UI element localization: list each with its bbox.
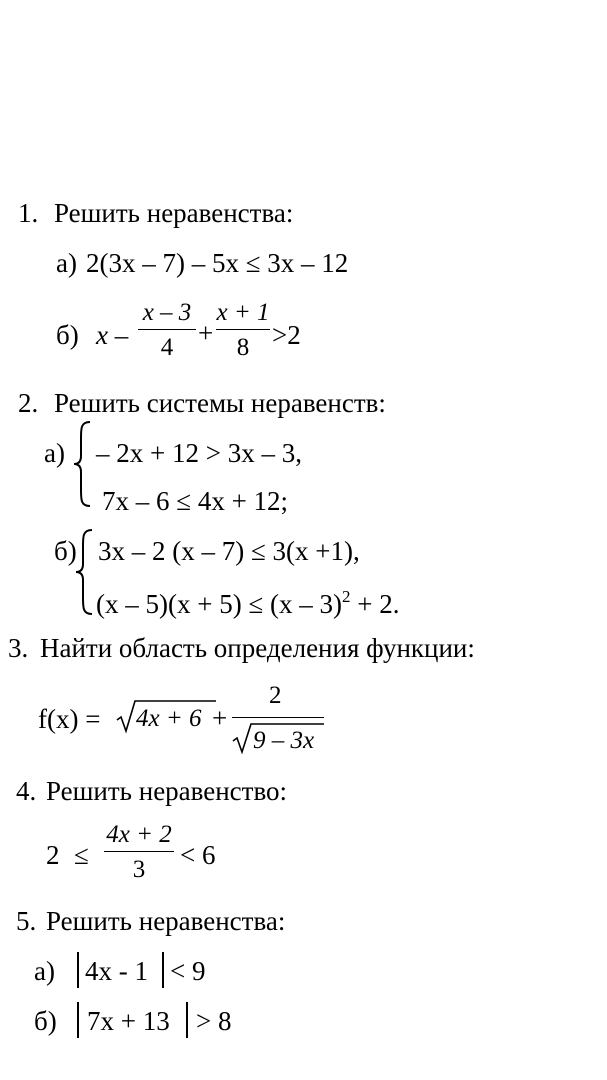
fraction-denominator: 8 — [236, 334, 250, 362]
task-2b-line-2-main: (x – 5)(x + 5) ≤ (x – 3) — [96, 589, 342, 619]
task-5b-abs-left-bar — [77, 1002, 79, 1038]
task-4-title: Решить неравенство: — [46, 776, 288, 806]
task-1b-rhs: >2 — [272, 320, 301, 350]
task-4-fraction — [104, 822, 174, 882]
task-5a-abs-left-bar — [77, 952, 79, 988]
task-4-left: 2 — [46, 840, 60, 870]
task-5b-rhs: > 8 — [196, 1006, 232, 1036]
task-3-sqrt-2-radicand: 9 – 3x — [253, 727, 315, 754]
fraction-bar — [104, 851, 174, 852]
fraction-bar — [216, 329, 270, 330]
task-5-title: Решить неравенства: — [46, 906, 286, 936]
task-3-plus: + — [212, 703, 228, 733]
task-2b-brace-icon — [74, 528, 94, 616]
task-2b-line-1: 3x – 2 (x – 7) ≤ 3(x +1), — [98, 536, 360, 566]
task-1-number: 1. — [18, 198, 39, 228]
task-4-rel-2: < 6 — [180, 840, 216, 870]
task-1b-label: б) — [56, 320, 79, 350]
task-5b-abs-right-bar — [186, 1002, 188, 1038]
task-3-number: 3. — [8, 633, 29, 663]
fraction-denominator: 3 — [132, 856, 146, 884]
fraction-numerator: x – 3 — [142, 299, 192, 326]
task-2a-line-1: – 2x + 12 > 3x – 3, — [96, 438, 302, 468]
fraction-numerator: x + 1 — [216, 299, 270, 326]
task-1-title: Решить неравенства: — [54, 198, 294, 228]
task-5a-rhs: < 9 — [170, 956, 206, 986]
task-2b-line-2 — [96, 588, 399, 618]
task-2a-line-2: 7x – 6 ≤ 4x + 12; — [102, 486, 289, 516]
task-2-title: Решить системы неравенств: — [54, 388, 386, 418]
task-3-numerator: 2 — [269, 682, 282, 709]
task-2b-exponent: 2 — [342, 587, 351, 606]
task-1a-label: а) — [56, 248, 77, 278]
task-1b-var: x – — [96, 320, 129, 350]
task-4-number: 4. — [16, 776, 37, 806]
task-5a-inside: 4x - 1 — [85, 956, 148, 986]
task-1a-expression: 2(3x – 7) – 5x ≤ 3x – 12 — [86, 248, 349, 278]
task-5a-label: а) — [34, 956, 55, 986]
task-5a-abs-right-bar — [162, 952, 164, 988]
task-5b-inside: 7x + 13 — [87, 1006, 170, 1036]
task-4-rel-1: ≤ — [74, 840, 89, 870]
task-5b-label: б) — [34, 1006, 57, 1036]
fraction-numerator: 4x + 2 — [106, 821, 172, 848]
task-3-title: Найти область определения функции: — [40, 633, 475, 663]
task-3-sqrt-1-radicand: 4x + 6 — [136, 705, 202, 732]
task-3-fraction-bar — [232, 717, 324, 718]
task-1b-fraction-1 — [138, 300, 196, 360]
task-1b-fraction-2 — [216, 300, 270, 360]
fraction-denominator: 4 — [160, 334, 174, 362]
task-1b-plus: + — [198, 318, 214, 348]
task-2a-label: а) — [44, 438, 65, 468]
fraction-bar — [138, 329, 196, 330]
task-2-number: 2. — [18, 388, 39, 418]
task-5-number: 5. — [16, 906, 37, 936]
task-2b-label: б) — [54, 536, 77, 566]
task-2a-brace-icon — [72, 420, 92, 508]
task-2b-line-2-tail: + 2. — [350, 589, 400, 619]
task-3-lhs: f(x) = — [38, 704, 101, 734]
